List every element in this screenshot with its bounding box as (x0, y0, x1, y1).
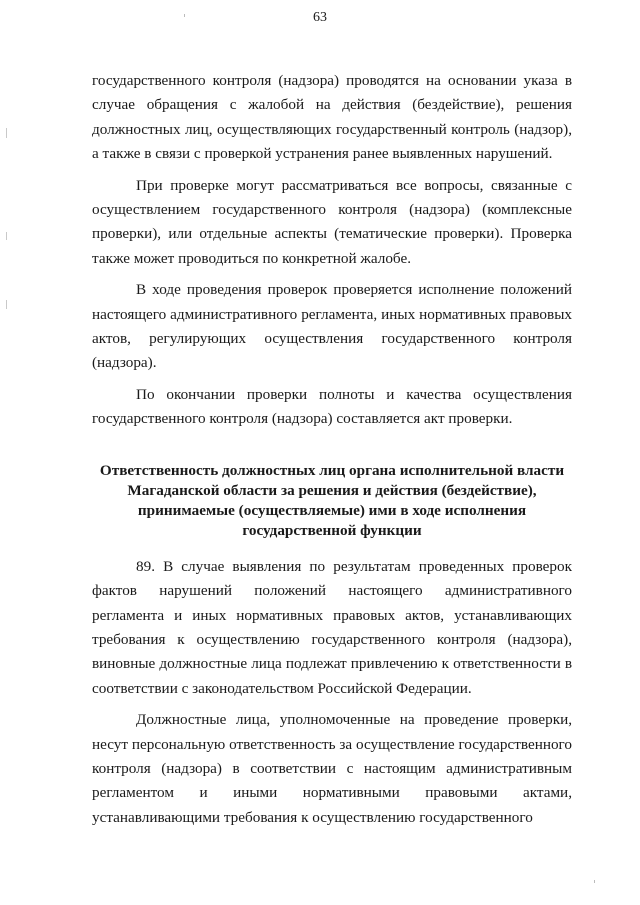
scan-margin-mark (6, 300, 7, 309)
section-heading-line: Ответственность должностных лиц органа исполнительной власти (99, 461, 565, 479)
scan-margin-mark (6, 128, 7, 138)
document-body (92, 69, 572, 837)
page-number: 63 (313, 10, 327, 25)
paragraph-personal-responsibility: Должностные лица, уполномоченные на проведение проверки, несут персональную ответственность за осуществление государственного контроля (надзора) в соответствии с настоящим административным регламентом и иными нормативными правовыми актами, устанавливающими требования к осуществлению государственного (92, 711, 572, 826)
scan-margin-mark (6, 232, 7, 240)
scan-speck (594, 880, 595, 883)
section-heading-line: Магаданской области за решения и действия (бездействие), (127, 481, 537, 499)
section-heading (92, 461, 572, 541)
paragraph-continued: государственного контроля (надзора) проводятся на основании указа в случае обращения с жалобой на действия (бездействие), решения должностных лиц, осуществляющих государственный контроль (надзор), а также в связи с проверкой устранения ранее выявленных нарушений. (92, 72, 572, 163)
paragraph-89: 89. В случае выявления по результатам проведенных проверок фактов нарушений положений настоящего административного регламента и иных нормативных правовых актов, устанавливающих требования к осуществлению государственного контроля (надзора), виновные должностные лица подлежат привлечению к ответственности в соответствии с законодательством Российской Федерации. (92, 557, 572, 697)
section-heading-line: государственной функции (242, 521, 422, 539)
section-heading-line: принимаемые (осуществляемые) ими в ходе исполнения (137, 501, 527, 519)
paragraph-inspection-act: По окончании проверки полноты и качества осуществления государственного контроля (надзора) составляется акт проверки. (92, 385, 572, 428)
paragraph-inspection-process: В ходе проведения проверок проверяется исполнение положений настоящего административного регламента, иных нормативных правовых актов, регулирующих осуществления государственного контроля (надзора). (92, 281, 572, 372)
paragraph-inspection-scope: При проверке могут рассматриваться все вопросы, связанные с осуществлением государственного контроля (надзора) (комплексные проверки), или отдельные аспекты (тематические проверки). Проверка также может проводиться по конкретной жалобе. (92, 176, 572, 267)
